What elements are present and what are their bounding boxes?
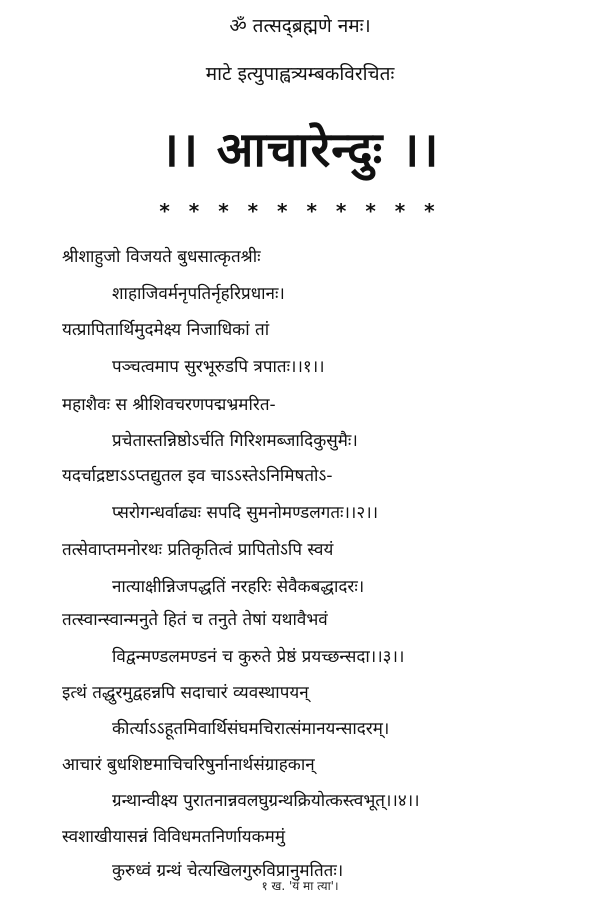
verse-line: प्रचेतास्तन्निष्ठोऽर्चति गिरिशमब्जादिकुसुमैः।: [112, 431, 358, 451]
verse-line: स्वशाखीयासन्नं विविधमतनिर्णायकममुं: [62, 827, 285, 847]
verse-line: पञ्चत्वमाप सुरभूरुडपि त्रपातः।।१।।: [112, 357, 325, 377]
verse-line: नात्याक्षीन्निजपद्धतिं नरहरिः सेवैकबद्धादरः।: [112, 577, 365, 597]
verse-line: इत्थं तद्धुरमुद्वहन्नपि सदाचारं व्यवस्थापयन्: [62, 683, 309, 703]
page-title: ।। आचारेन्दुः ।।: [160, 122, 440, 178]
verse-line: शाहाजिवर्मनृपतिर्नृहरिप्रधानः।: [112, 284, 285, 304]
invocation-line: ॐ तत्सद्‌ब्रह्मणे नमः।: [229, 15, 371, 37]
verse-line: श्रीशाहुजो विजयते बुधसात्कृतश्रीः: [62, 247, 261, 267]
verse-line: प्सरोगन्धर्वाढ्यः सपदि सुमनोमण्डलगतः।।२।।: [112, 503, 379, 523]
verse-line: विद्वन्मण्डलमण्डनं च कुरुते प्रेष्ठं प्रयच्छन्सदा।।३।।: [112, 647, 405, 667]
verse-line: यदर्चाद्रष्टाऽऽप्तद्युतल इव चाऽऽस्तेऽनिमिषतोऽ-: [62, 466, 333, 486]
verse-line: कुरुध्वं ग्रन्थं चेत्यखिलगुरुविप्रानुमतितः।: [112, 861, 344, 881]
verse-line: कीर्त्याऽऽहूतमिवार्थिसंघमचिरात्संमानयन्सादरम्।: [112, 719, 390, 739]
verse-line: महाशैवः स श्रीशिवचरणपद्मभ्रमरित-: [62, 395, 276, 415]
verse-line: तत्सेवाप्तमनोरथः प्रतिकृतित्वं प्रापितोऽपि स्वयं: [62, 540, 334, 560]
verse-line: यत्प्रापितार्थिमुदमेक्ष्य निजाधिकां तां: [62, 320, 270, 340]
verse-line: आचारं बुधशिष्टमाचिचरिषुर्नानार्थसंग्राहकान्: [62, 755, 315, 775]
verse-line: तत्स्वान्स्वान्मनुते हितं च तनुते तेषां यथावैभवं: [62, 610, 328, 630]
verse-line: ग्रन्थान्वीक्ष्य पुरातनान्नवलघुग्रन्थक्रियोत्कस्त्वभूत्।।४।।: [112, 791, 420, 811]
author-line: माटे इत्युपाह्वत्र्यम्बकविरचितः: [205, 63, 395, 85]
footnote: १ ख. 'यं मा त्या'।: [261, 879, 339, 893]
star-divider: * * * * * * * * * *: [159, 199, 441, 223]
